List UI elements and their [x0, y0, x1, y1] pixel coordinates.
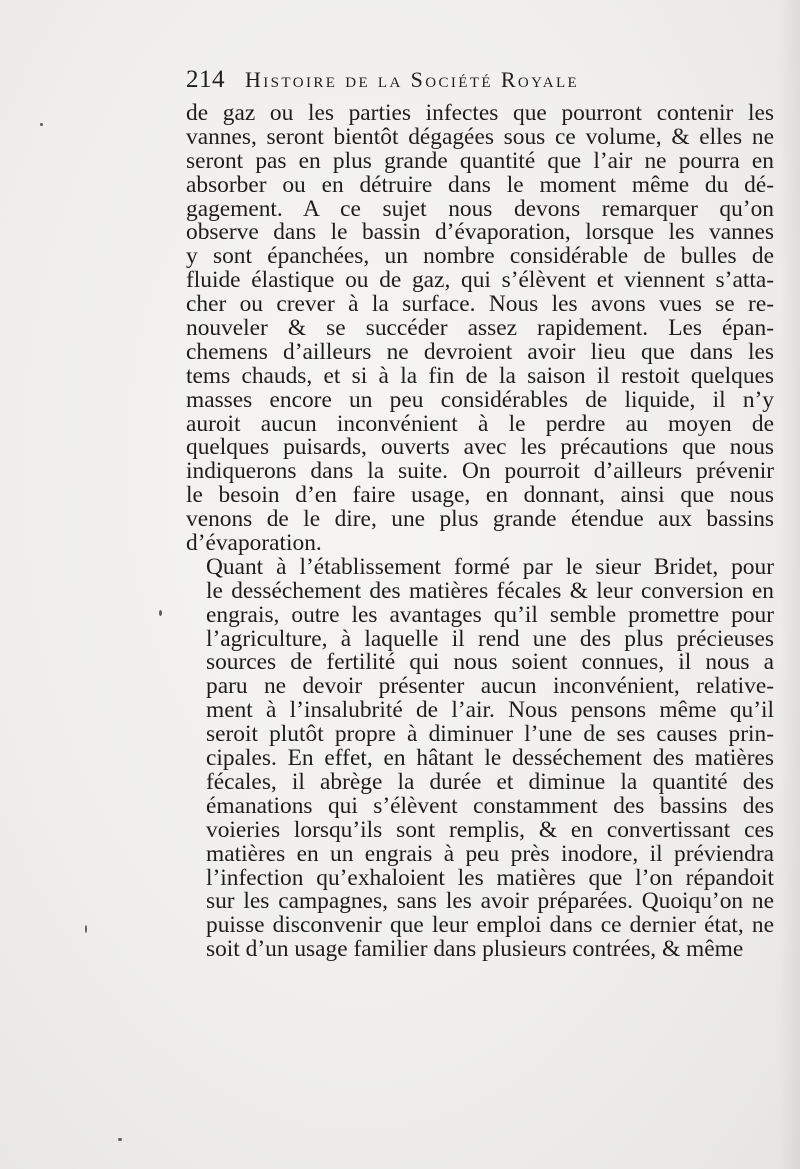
text-line: émanations qui s’élèvent constamment des bassins des	[206, 794, 774, 819]
text-line: venons de le dire, une plus grande étendue aux bassins	[186, 508, 774, 533]
page-number: 214	[186, 66, 225, 93]
text-line: engrais, outre les avantages qu’il semble promettre pour	[206, 603, 774, 628]
body-text	[186, 102, 774, 962]
text-line: seroit plutôt propre à diminuer l’une de ses causes prin-	[206, 723, 774, 748]
text-line: fécales, il abrège la durée et diminue la quantité des	[206, 770, 774, 795]
paragraph-2	[186, 556, 774, 962]
text-line: d’évaporation.	[186, 532, 322, 556]
text-line: nouveler & se succéder assez rapidement. Les épan-	[186, 317, 774, 341]
text-line: vannes, seront bientôt dégagées sous ce volume, & elles ne	[186, 125, 774, 150]
text-line: soit d’un usage familier dans plusieurs contrées, & même	[206, 938, 744, 963]
text-line: cher ou crever à la surface. Nous les avons vues se re-	[186, 293, 774, 318]
paragraph-1	[186, 102, 774, 556]
text-line: puisse disconvenir que leur emploi dans ce dernier état, ne	[206, 914, 774, 939]
text-line: paru ne devoir présenter aucun inconvénient, relative-	[206, 675, 774, 700]
scan-speck	[40, 123, 43, 126]
page-header	[186, 66, 746, 104]
text-line: fluide élastique ou de gaz, qui s’élèvent et viennent s’atta-	[186, 269, 774, 294]
text-line: sur les campagnes, sans les avoir préparées. Quoiqu’on ne	[206, 890, 774, 915]
text-line: Quant à l’établissement formé par le sieur Bridet, pour	[206, 555, 774, 580]
page-edge-shadow	[778, 0, 800, 1169]
text-line: observe dans le bassin d’évaporation, lorsque les vannes	[186, 221, 774, 246]
text-line: auroit aucun inconvénient à le perdre au moyen de	[186, 412, 774, 437]
text-line: voieries lorsqu’ils sont remplis, & en convertissant ces	[206, 818, 774, 843]
text-line: absorber ou en détruire dans le moment même du dé-	[186, 173, 774, 198]
text-line: quelques puisards, ouverts avec les précautions que nous	[186, 436, 774, 461]
text-line: tems chauds, et si à la fin de la saison il restoit quelques	[186, 364, 774, 389]
text-line: l’agriculture, à laquelle il rend une des plus précieuses	[206, 627, 774, 652]
text-line: le besoin d’en faire usage, en donnant, ainsi que nous	[186, 484, 774, 509]
text-line: de gaz ou les parties infectes que pourront contenir les	[186, 102, 774, 126]
running-title: Histoire de la Société Royale	[245, 67, 580, 92]
text-line: indiquerons dans la suite. On pourroit d’ailleurs prévenir	[186, 460, 774, 485]
text-line: y sont épanchées, un nombre considérable de bulles de	[186, 245, 774, 270]
text-line: seront pas en plus grande quantité que l’air ne pourra en	[186, 149, 774, 174]
scan-speck	[159, 610, 162, 616]
text-line: ment à l’insalubrité de l’air. Nous pensons même qu’il	[206, 699, 774, 724]
text-line: cipales. En effet, en hâtant le desséchement des matières	[206, 747, 774, 771]
scan-speck	[118, 1138, 122, 1141]
scan-speck	[85, 925, 87, 933]
text-line: masses encore un peu considérables de liquide, il n’y	[186, 388, 774, 413]
text-line: le desséchement des matières fécales & leur conversion en	[206, 579, 774, 604]
text-line: l’infection qu’exhaloient les matières que l’on répandoit	[206, 866, 774, 891]
text-line: chemens d’ailleurs ne devroient avoir lieu que dans les	[186, 340, 774, 365]
text-line: sources de fertilité qui nous soient connues, il nous a	[206, 651, 774, 676]
text-line: gagement. A ce sujet nous devons remarquer qu’on	[186, 197, 774, 222]
text-line: matières en un engrais à peu près inodore, il préviendra	[206, 842, 774, 867]
